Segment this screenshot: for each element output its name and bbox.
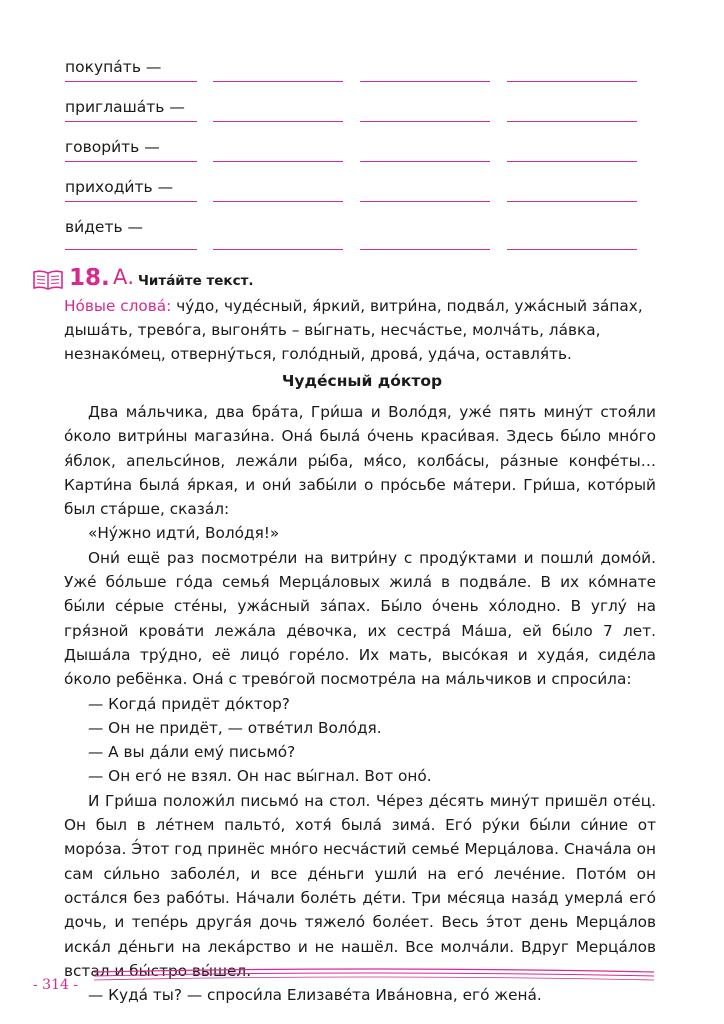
new-words-block: [64, 294, 654, 366]
verb-row: [65, 172, 645, 212]
verb-label: ви́деть —: [65, 218, 144, 236]
answer-line[interactable]: [507, 201, 637, 202]
exercise-part-letter: А.: [113, 265, 135, 289]
dialogue-line: — Когда́ придёт до́ктор?: [88, 694, 290, 713]
verb-label: говори́ть —: [65, 138, 160, 156]
verb-label: покупа́ть —: [65, 58, 162, 76]
answer-line[interactable]: [360, 161, 490, 162]
dialogue-line: — А вы да́ли ему́ письмо́?: [88, 743, 296, 762]
new-words-list: чу́до, чуде́сный, я́ркий, витри́на, подва́л, ужа́сный за́пах, дыша́ть, трево́га, выгоня́ть – вы́гнать, несча́стье, молча́ть, ла́вка, незнако́мец, отверну́ться, голо́дный, дрова́, уда́ча, оставля́ть.: [64, 297, 643, 363]
exercise-instruction: Чита́йте текст.: [138, 273, 254, 289]
verb-row: [65, 132, 645, 172]
story-text: [64, 400, 656, 1007]
story-paragraph: Они́ ещё раз посмотре́ли на витри́ну с проду́ктами и пошли́ домо́й. Уже́ бо́льше го́да семья́ Мерца́ловых жила́ в подва́ле. В их ко́мнате бы́ли се́рые сте́ны, ужа́сный за́пах. Бы́ло о́чень хо́лодно. В углу́ на гря́зной крова́ти лежа́ла де́вочка, их сестра́ Ма́ша, ей бы́ло 7 лет. Дыша́ла тру́дно, её лицо́ горе́ло. Их мать, высо́кая и худа́я, сиде́ла о́коло ребёнка. Она́ с трево́гой посмотре́ла на ма́льчиков и спроси́ла:: [64, 548, 656, 689]
answer-line[interactable]: [65, 161, 197, 162]
answer-line[interactable]: [65, 249, 197, 250]
answer-line[interactable]: [507, 81, 637, 82]
story-paragraph: И Гри́ша положи́л письмо́ на стол. Че́рез де́сять мину́т пришёл оте́ц. Он был в ле́тнем пальто́, хотя́ была́ зима́. Его́ ру́ки бы́ли си́ние от моро́за. Э́тот год принёс мно́го несча́стий семье́ Мерца́лова. Снача́ла он сам си́льно заболе́л, и все де́ньги ушли́ на его́ лече́ние. Пото́м он оста́лся без рабо́ты. На́чали боле́ть де́ти. Три ме́сяца наза́д умерла́ его́ дочь, и тепе́рь друга́я дочь тяжело́ боле́ет. Весь э́тот день Мерца́лов иска́л де́ньги на лека́рство и не нашёл. Все молча́ли. Вдруг Мерца́лов встал и бы́стро вы́шел.: [64, 791, 656, 980]
story-paragraph: «Ну́жно идти́, Воло́дя!»: [88, 524, 280, 543]
answer-line[interactable]: [360, 201, 490, 202]
answer-line[interactable]: [65, 121, 197, 122]
answer-line[interactable]: [507, 121, 637, 122]
answer-line[interactable]: [507, 161, 637, 162]
answer-line[interactable]: [213, 201, 343, 202]
page-number: - 314 -: [33, 977, 79, 993]
answer-line[interactable]: [360, 249, 490, 250]
footer-decoration: [34, 968, 656, 982]
answer-line[interactable]: [213, 81, 343, 82]
verb-label: приглаша́ть —: [65, 98, 185, 116]
answer-line[interactable]: [65, 201, 197, 202]
new-words-label: Но́вые слова́:: [64, 297, 172, 315]
dialogue-line: — Он его́ не взял. Он нас вы́гнал. Вот оно́.: [88, 767, 432, 786]
dialogue-line: — Он не придёт, — отве́тил Воло́дя.: [88, 718, 382, 737]
answer-line[interactable]: [360, 121, 490, 122]
exercise-number: 18.: [69, 265, 110, 291]
answer-line[interactable]: [507, 249, 637, 250]
verb-row: [65, 52, 645, 92]
open-book-icon: [33, 270, 63, 290]
verb-row: [65, 92, 645, 132]
answer-line[interactable]: [360, 81, 490, 82]
dialogue-line: — Куда́ ты? — спроси́ла Елизаве́та Ива́новна, его́ жена́.: [88, 986, 542, 1005]
answer-line[interactable]: [213, 161, 343, 162]
story-title: Чуде́сный до́ктор: [281, 372, 443, 390]
answer-line[interactable]: [213, 121, 343, 122]
verb-label: приходи́ть —: [65, 178, 174, 196]
answer-line[interactable]: [213, 249, 343, 250]
verb-exercise-table: [65, 52, 645, 252]
verb-row: [65, 212, 645, 252]
answer-line[interactable]: [65, 81, 197, 82]
story-paragraph: Два ма́льчика, два бра́та, Гри́ша и Воло́дя, уже́ пять мину́т стоя́ли о́коло витри́ны магази́на. Она́ была́ о́чень краси́вая. Здесь бы́ло мно́го я́блок, апельси́нов, лежа́ли ры́ба, мя́со, колба́сы, ра́зные конфе́ты… Карти́на была́ я́ркая, и они́ забы́ли о про́сьбе ма́тери. Гри́ша, кото́рый был ста́рше, сказа́л:: [64, 403, 656, 519]
